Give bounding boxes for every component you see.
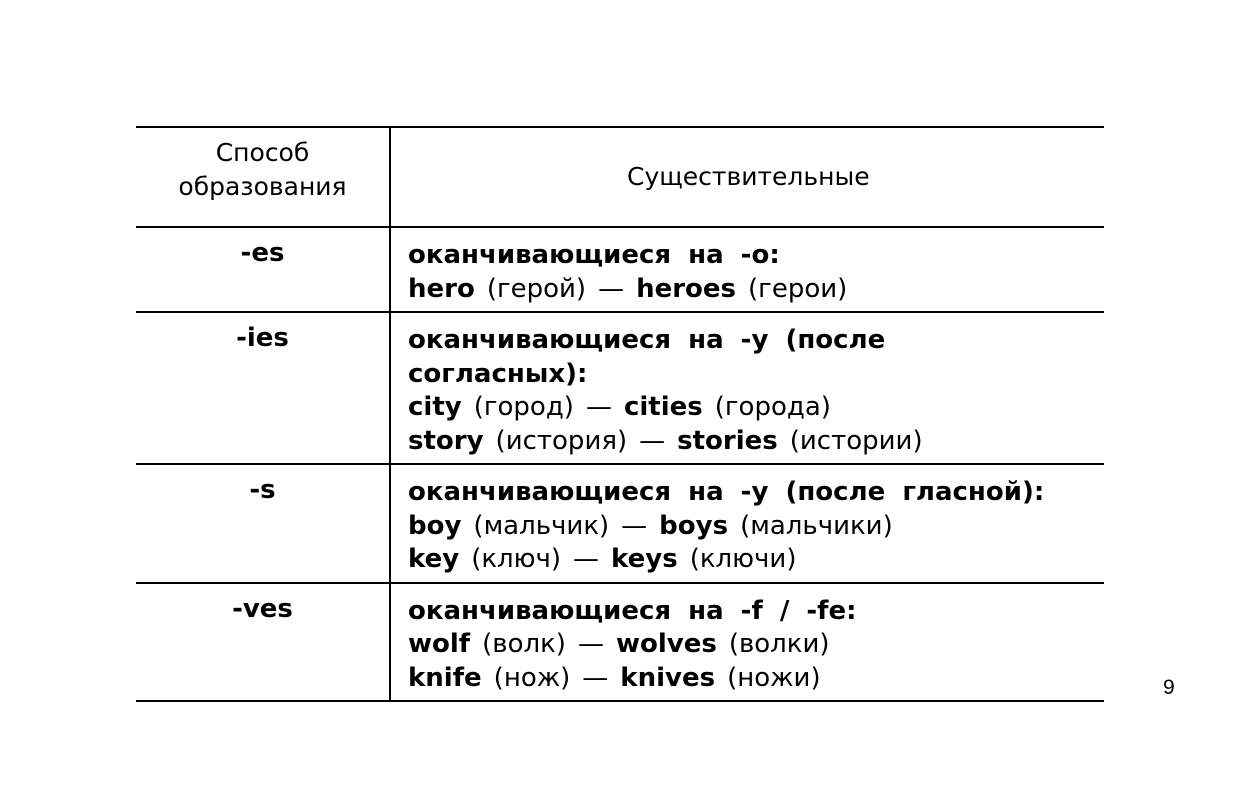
dash: — — [621, 510, 648, 541]
plural-translation: (ножи) — [727, 662, 821, 693]
rule-text: оканчивающиеся на -o: — [408, 240, 780, 270]
suffix-label: -es — [240, 238, 285, 268]
plural-word: wolves — [615, 629, 717, 659]
singular-translation: (история) — [495, 425, 628, 456]
plural-word: heroes — [636, 273, 737, 304]
rule-text: оканчивающиеся на -f / -fe: — [408, 595, 857, 626]
header-method-line1: Способ — [215, 138, 310, 167]
plural-formation-table — [136, 126, 1104, 702]
rule-text-continued: согласных): — [408, 358, 588, 389]
suffix-cell — [136, 312, 390, 464]
example-line — [408, 273, 1104, 307]
table-row — [136, 312, 1104, 464]
singular-translation: (герой) — [486, 273, 587, 304]
header-method-line2: образования — [178, 172, 347, 201]
dash: — — [598, 273, 625, 304]
table-row — [136, 227, 1104, 312]
singular-translation: (ключ) — [471, 544, 562, 574]
rule-text: оканчивающиеся на -y (после — [408, 325, 886, 355]
plural-word: boys — [659, 510, 729, 541]
example-line — [408, 425, 1104, 459]
singular-translation: (волк) — [482, 629, 566, 659]
suffix-label: -s — [249, 475, 276, 505]
singular-word: knife — [408, 662, 482, 693]
dash: — — [573, 544, 600, 574]
suffix-label: -ves — [232, 593, 293, 624]
page-number: 9 — [1163, 676, 1175, 699]
suffix-cell — [136, 227, 390, 312]
singular-word: city — [408, 392, 462, 422]
plural-translation: (истории) — [789, 425, 923, 456]
nouns-cell — [390, 583, 1104, 702]
singular-translation: (город) — [473, 392, 574, 422]
example-line — [408, 543, 1104, 577]
example-line — [408, 391, 1104, 425]
dash: — — [585, 392, 612, 422]
header-nouns-label: Существительные — [627, 162, 870, 191]
header-nouns-cell — [390, 127, 1104, 227]
suffix-cell — [136, 583, 390, 702]
plural-word: stories — [677, 425, 778, 456]
header-method-cell — [136, 127, 390, 227]
plural-translation: (ключи) — [689, 544, 797, 574]
table-row — [136, 583, 1104, 702]
plural-word: cities — [623, 392, 703, 422]
table-header-row — [136, 127, 1104, 227]
rule-text: оканчивающиеся на -y (после гласной): — [408, 477, 1045, 507]
suffix-label: -ies — [236, 323, 289, 353]
plural-translation: (герои) — [748, 273, 848, 304]
plural-translation: (города) — [714, 392, 831, 422]
nouns-cell — [390, 312, 1104, 464]
nouns-cell — [390, 464, 1104, 583]
table-row — [136, 464, 1104, 583]
singular-word: hero — [408, 273, 475, 304]
singular-translation: (мальчик) — [473, 510, 610, 541]
singular-word: key — [408, 544, 460, 574]
example-line — [408, 628, 1104, 662]
plural-word: knives — [620, 662, 716, 693]
singular-word: boy — [408, 510, 462, 541]
nouns-cell — [390, 227, 1104, 312]
dash: — — [639, 425, 666, 456]
dash: — — [582, 662, 609, 693]
plural-word: keys — [611, 544, 678, 574]
singular-word: wolf — [408, 629, 471, 659]
example-line — [408, 510, 1104, 544]
singular-translation: (нож) — [493, 662, 571, 693]
plural-translation: (волки) — [728, 629, 830, 659]
singular-word: story — [408, 425, 484, 456]
example-line — [408, 662, 1104, 696]
suffix-cell — [136, 464, 390, 583]
plural-translation: (мальчики) — [740, 510, 893, 541]
dash: — — [577, 629, 604, 659]
